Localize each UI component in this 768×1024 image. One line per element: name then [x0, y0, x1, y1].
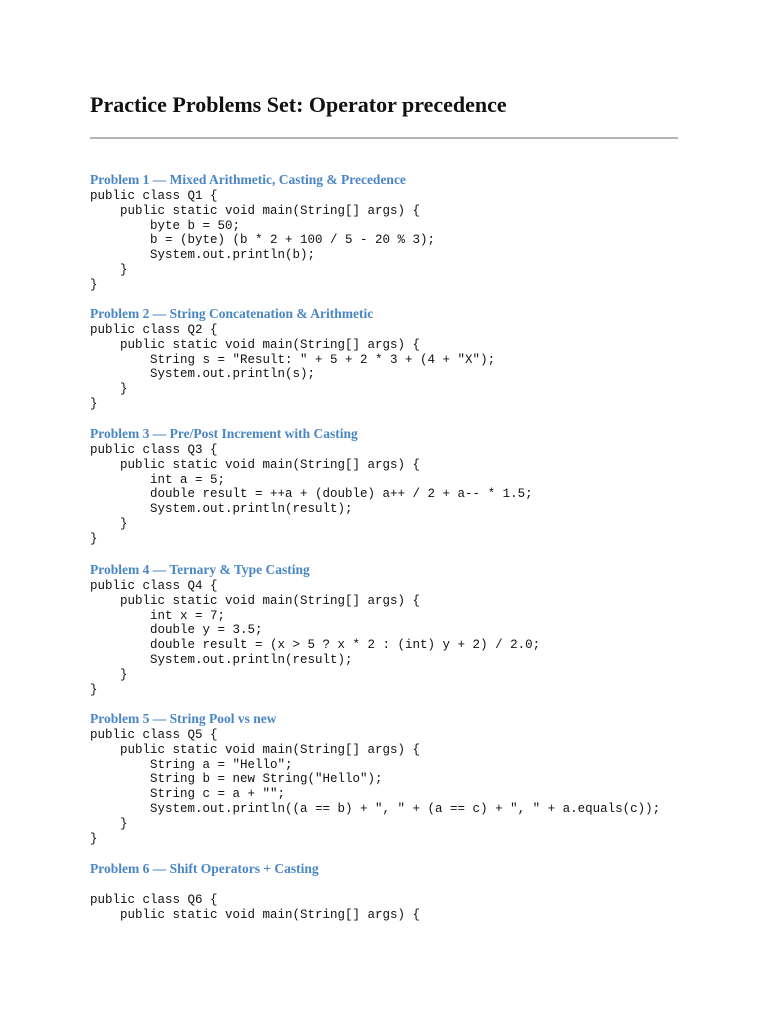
code-line: }	[90, 396, 98, 411]
code-block	[90, 443, 533, 547]
problem-heading: Problem 5 — String Pool vs new	[90, 711, 277, 726]
code-block	[90, 579, 540, 697]
code-line: public static void main(String[] args) {	[90, 203, 421, 218]
code-line: int a = 5;	[90, 472, 226, 487]
code-line: public static void main(String[] args) {	[90, 457, 421, 472]
problem-2	[90, 305, 495, 412]
title-divider	[90, 137, 678, 139]
problem-heading: Problem 2 — String Concatenation & Arithmetic	[90, 306, 374, 321]
code-line: double y = 3.5;	[90, 623, 263, 638]
code-line: public class Q4 {	[90, 579, 218, 593]
code-line: System.out.println(b);	[90, 248, 316, 263]
code-line: public static void main(String[] args) {	[90, 593, 421, 608]
code-line: String s = "Result: " + 5 + 2 * 3 + (4 + "X");	[90, 352, 496, 367]
code-line: }	[90, 262, 128, 277]
code-line: String c = a + "";	[90, 787, 286, 802]
code-line: public class Q3 {	[90, 443, 218, 457]
code-line: public class Q6 {	[90, 892, 218, 907]
code-block	[90, 728, 660, 846]
code-line: public class Q1 {	[90, 189, 218, 203]
code-line: }	[90, 816, 128, 831]
code-line: }	[90, 277, 98, 292]
problem-5	[90, 710, 660, 846]
code-line: String b = new String("Hello");	[90, 772, 383, 787]
problem-1	[90, 171, 435, 293]
code-line	[90, 878, 420, 893]
code-line: b = (byte) (b * 2 + 100 / 5 - 20 % 3);	[90, 233, 436, 248]
problem-heading: Problem 3 — Pre/Post Increment with Casting	[90, 426, 358, 441]
code-line: }	[90, 682, 98, 697]
code-line: System.out.println(result);	[90, 652, 353, 667]
code-line: public static void main(String[] args) {	[90, 907, 421, 922]
problem-heading: Problem 1 — Mixed Arithmetic, Casting & Precedence	[90, 172, 406, 187]
code-line: String a = "Hello";	[90, 757, 293, 772]
code-block	[90, 878, 420, 922]
code-line: }	[90, 382, 128, 397]
page-title: Practice Problems Set: Operator precedence	[90, 92, 507, 117]
problem-4	[90, 561, 540, 697]
problem-3	[90, 425, 533, 547]
problem-heading: Problem 6 — Shift Operators + Casting	[90, 861, 319, 876]
code-line: byte b = 50;	[90, 218, 241, 233]
code-line: public static void main(String[] args) {	[90, 742, 421, 757]
code-line: int x = 7;	[90, 608, 226, 623]
code-block	[90, 323, 495, 412]
code-line: System.out.println(result);	[90, 502, 353, 517]
problem-heading: Problem 4 — Ternary & Type Casting	[90, 562, 310, 577]
code-line: }	[90, 516, 128, 531]
code-line: public class Q5 {	[90, 728, 218, 742]
problem-6	[90, 860, 420, 922]
code-line: System.out.println((a == b) + ", " + (a == c) + ", " + a.equals(c));	[90, 801, 661, 816]
code-line: public static void main(String[] args) {	[90, 337, 421, 352]
code-line: public class Q2 {	[90, 323, 218, 337]
code-line: }	[90, 531, 98, 546]
code-line: double result = ++a + (double) a++ / 2 + a-- * 1.5;	[90, 487, 533, 502]
code-line: }	[90, 667, 128, 682]
code-block	[90, 189, 435, 293]
code-line: System.out.println(s);	[90, 367, 316, 382]
code-line: }	[90, 831, 98, 846]
code-line: double result = (x > 5 ? x * 2 : (int) y + 2) / 2.0;	[90, 638, 541, 653]
